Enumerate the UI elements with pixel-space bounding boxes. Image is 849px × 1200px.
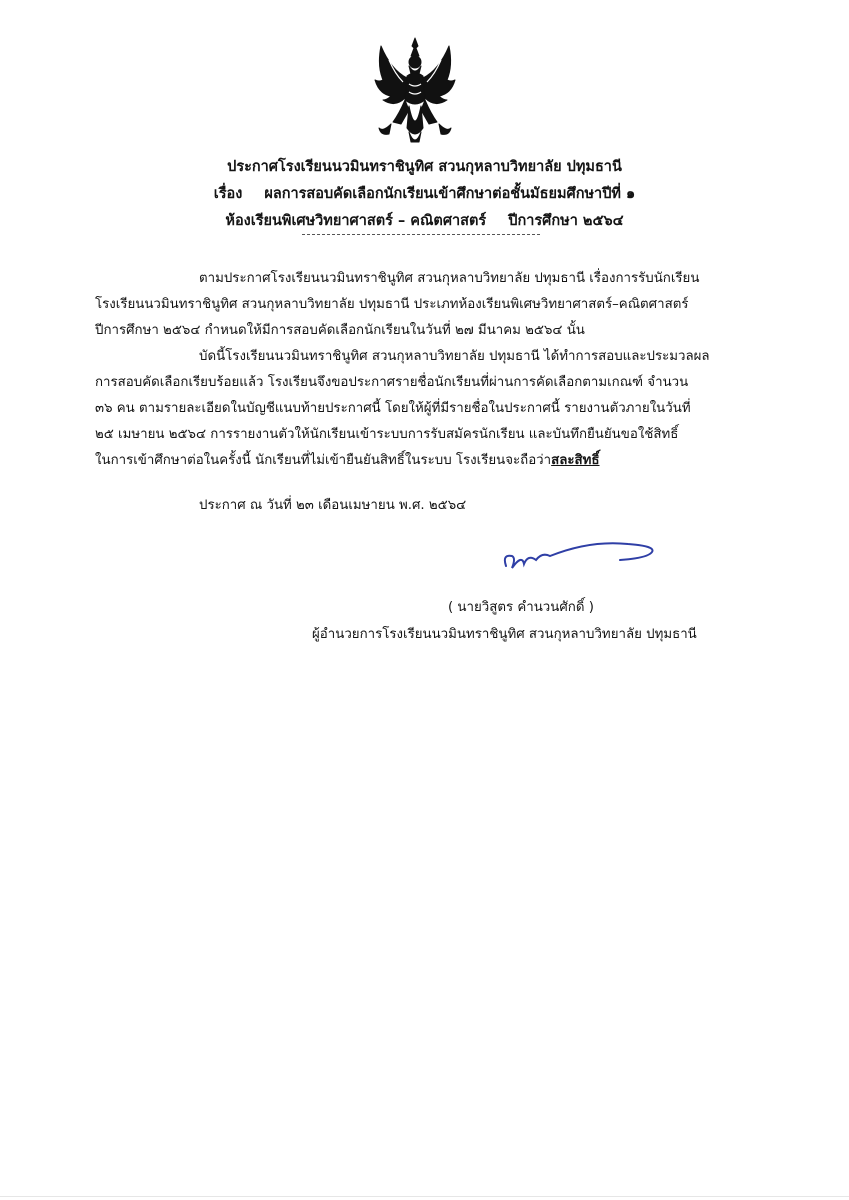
paragraph-1-line: ตามประกาศโรงเรียนนวมินทราชินูทิศ สวนกุหลาบวิทยาลัย ปทุมธานี เรื่องการรับนักเรียน: [199, 271, 700, 286]
paragraph-2-line: บัดนี้โรงเรียนนวมินทราชินูทิศ สวนกุหลาบวิทยาลัย ปทุมธานี ได้ทำการสอบและประมวลผล: [199, 349, 710, 364]
paragraph-1-line: โรงเรียนนวมินทราชินูทิศ สวนกุหลาบวิทยาลัย ปทุมธานี ประเภทห้องเรียนพิเศษวิทยาศาสตร์–คณิตศาสตร์: [95, 297, 689, 312]
garuda-emblem-icon: [369, 36, 461, 148]
academic-year: ปีการศึกษา ๒๕๖๔: [508, 213, 624, 229]
announcement-date: ประกาศ ณ วันที่ ๒๓ เดือนเมษายน พ.ศ. ๒๕๖๔: [199, 498, 467, 513]
signer-position: ผู้อำนวยการโรงเรียนนวมินทราชินูทิศ สวนกุหลาบวิทยาลัย ปทุมธานี: [312, 627, 697, 642]
subject-prefix: เรื่อง: [213, 186, 243, 202]
paragraph-2-line: การสอบคัดเลือกเรียบร้อยแล้ว โรงเรียนจึงขอประกาศรายชื่อนักเรียนที่ผ่านการคัดเลือกตามเกณฑ์ จำนวน: [95, 375, 689, 390]
page-edge: [0, 1196, 849, 1197]
program-name: ห้องเรียนพิเศษวิทยาศาสตร์ – คณิตศาสตร์: [225, 213, 487, 229]
header-divider: [302, 234, 540, 235]
paragraph-2-last-text: ในการเข้าศึกษาต่อในครั้งนี้ นักเรียนที่ไม่เข้ายืนยันสิทธิ์ในระบบ โรงเรียนจะถือว่า: [95, 453, 552, 468]
paragraph-2-line: ๒๕ เมษายน ๒๕๖๔ การรายงานตัวให้นักเรียนเข้าระบบการรับสมัครนักเรียน และบันทึกยืนยันขอใช้สิทธิ์: [95, 427, 679, 442]
paragraph-2-last-line: [95, 448, 735, 474]
subject-text: ผลการสอบคัดเลือกนักเรียนเข้าศึกษาต่อชั้นมัธยมศึกษาปีที่ ๑: [264, 186, 636, 202]
paragraph-2: [95, 344, 735, 474]
announcement-subject: [0, 181, 849, 208]
handwritten-signature: [500, 536, 665, 580]
announcement-title: ประกาศโรงเรียนนวมินทราชินูทิศ สวนกุหลาบวิทยาลัย ปทุมธานี: [227, 159, 622, 175]
signer-name: ( นายวิสูตร คำนวนศักดิ์ ): [448, 600, 594, 615]
paragraph-2-line: ๓๖ คน ตามรายละเอียดในบัญชีแนบท้ายประกาศนี้ โดยให้ผู้ที่มีรายชื่อในประกาศนี้ รายงานตัวภายในวันที่: [95, 401, 691, 416]
forfeit-emphasis: สละสิทธิ์: [551, 453, 600, 468]
announcement-header: [0, 154, 849, 235]
paragraph-1: [95, 266, 735, 344]
paragraph-1-line: ปีการศึกษา ๒๕๖๔ กำหนดให้มีการสอบคัดเลือกนักเรียนในวันที่ ๒๗ มีนาคม ๒๕๖๔ นั้น: [95, 323, 585, 338]
announcement-program: [0, 208, 849, 235]
